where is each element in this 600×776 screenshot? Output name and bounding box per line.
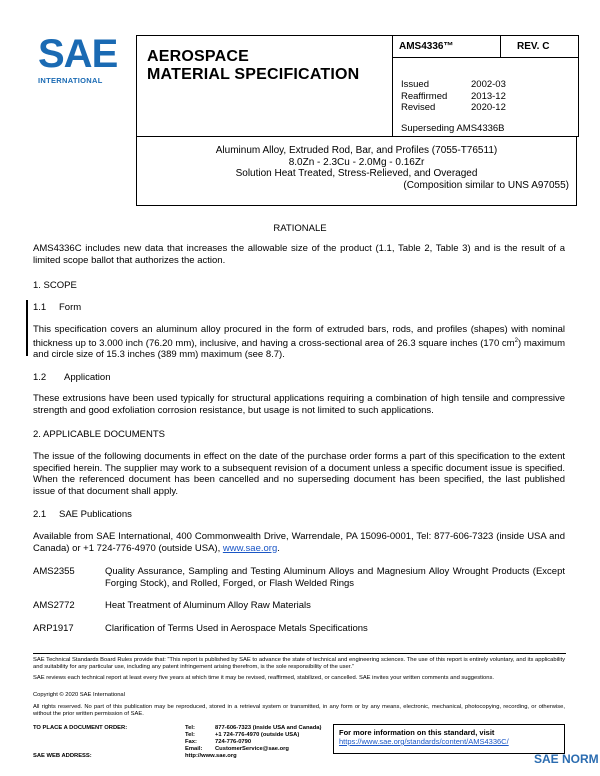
revised-label: Revised xyxy=(401,102,436,113)
order-contact xyxy=(33,725,321,760)
issued-label: Issued xyxy=(401,79,429,90)
spec-title xyxy=(147,48,387,84)
applicable-heading: 2. APPLICABLE DOCUMENTS xyxy=(33,429,165,440)
section-1-1-text-b: ) maximum and circle size of 15.3 inches (389 mm) maximum (see 8.7). xyxy=(33,337,565,361)
ref-code-ams2355: AMS2355 xyxy=(33,566,75,577)
logo-text: SAE xyxy=(38,32,118,76)
applicable-text: The issue of the following documents in effect on the date of the purchase order forms a part of this specification to the extent specified herein. The supplier may work to a subsequent revision of a document unless a specific document issue is specified. When the referenced document has been cancelled and no superseding document has been specified, the last published issue of that document shall apply. xyxy=(33,451,565,497)
ref-code-arp1917: ARP1917 xyxy=(33,623,74,634)
logo-subtext: INTERNATIONAL xyxy=(38,76,103,85)
section-2-1-text-main: Available from SAE International, 400 Commonwealth Drive, Warrendale, PA 15096-0001, Tel: 877-606-7323 (inside USA and Canada) or +1 724-776-4970 (outside USA), xyxy=(33,531,565,554)
sae-logo xyxy=(38,34,124,94)
section-1-1-text xyxy=(33,324,565,361)
section-1-1-number: 1.1 xyxy=(33,302,47,313)
superscript: 2 xyxy=(514,337,518,344)
tel2-label: Tel: xyxy=(185,732,195,738)
web-value[interactable]: http://www.sae.org xyxy=(185,753,237,759)
section-2-1-title: SAE Publications xyxy=(59,509,132,520)
fax-value: 724-776-0790 xyxy=(215,739,252,745)
rationale-heading: RATIONALE xyxy=(273,223,327,234)
ref-desc-ams2355: Quality Assurance, Sampling and Testing Aluminum Alloys and Magnesium Alloy Wrought Products (Except Forging Stock), and Rolled, Forged, or Flash Welded Rings xyxy=(105,566,565,589)
spec-subject xyxy=(136,136,577,206)
reaffirmed-date: 2013-12 xyxy=(471,90,506,102)
section-1-2-text: These extrusions have been used typically for structural applications requiring a combination of high tensile and compressive strength and good exfoliation corrosion resistance, but usage is not limited to such applications. xyxy=(33,393,565,416)
section-2-1-text-end: . xyxy=(277,542,280,554)
section-1-2-heading xyxy=(33,372,110,383)
sae-website-link[interactable]: www.sae.org xyxy=(222,542,278,554)
watermark: SAE NORM xyxy=(534,752,599,766)
subject-line2: 8.0Zn - 2.3Cu - 2.0Mg - 0.16Zr xyxy=(288,156,425,168)
footer-copyright: Copyright © 2020 SAE International xyxy=(33,692,125,698)
spec-title-line1: AEROSPACE xyxy=(147,48,249,65)
section-2-1-text xyxy=(33,531,565,554)
rationale-text: AMS4336C includes new data that increases the allowable size of the product (1.1, Table 2, Table 3) and is the result of a limited scope ballot that authorizes the action. xyxy=(33,243,565,266)
spec-code: AMS4336™ xyxy=(393,36,501,58)
subject-line3: Solution Heat Treated, Stress-Relieved, and Overaged xyxy=(235,168,478,179)
email-label: Email: xyxy=(185,746,203,752)
section-2-1-heading xyxy=(33,509,132,520)
section-2-1-number: 2.1 xyxy=(33,509,47,520)
tel2-value: +1 724-776-4970 (outside USA) xyxy=(215,732,300,738)
standard-link[interactable]: https://www.sae.org/standards/content/AMS4336C/ xyxy=(339,737,509,746)
footer-divider xyxy=(33,653,566,654)
section-1-1-title: Form xyxy=(59,302,82,313)
change-bar xyxy=(26,300,28,356)
ref-desc-ams2772: Heat Treatment of Aluminum Alloy Raw Materials xyxy=(105,600,311,611)
web-label: SAE WEB ADDRESS: xyxy=(33,753,92,759)
tel-label: Tel: xyxy=(185,725,195,731)
subject-line1: Aluminum Alloy, Extruded Rod, Bar, and Profiles (7055-T76511) xyxy=(215,145,498,156)
subject-line4: (Composition similar to UNS A97055) xyxy=(403,179,569,191)
spec-header xyxy=(136,35,579,137)
spec-meta xyxy=(392,36,579,136)
superseding: Superseding AMS4336B xyxy=(401,123,505,134)
reaffirmed-label: Reaffirmed xyxy=(401,90,448,102)
info-box xyxy=(333,724,565,754)
ref-desc-arp1917: Clarification of Terms Used in Aerospace Metals Specifications xyxy=(105,623,368,634)
spec-dates xyxy=(401,79,506,114)
section-1-1-heading xyxy=(33,302,81,313)
email-value[interactable]: CustomerService@sae.org xyxy=(215,746,289,752)
ref-code-ams2772: AMS2772 xyxy=(33,600,75,611)
section-1-1-text-a: This specification covers an aluminum alloy procured in the form of extruded bars, rods, and profiles (shapes) with nominal thickness up to 3.000 inch (76.20 mm), inclusive, and having a cross-sectional area of 26.3 square inches (170 cm xyxy=(33,324,565,349)
footer-rights: All rights reserved. No part of this publication may be reproduced, stored in a retrieval system or transmitted, in any form or by any means, electronic, mechanical, photocopying, recording, or otherwise, without the prior written permission of SAE. xyxy=(33,704,565,717)
fax-label: Fax: xyxy=(185,739,197,745)
spec-revision: REV. C xyxy=(501,36,579,58)
issued-date: 2002-03 xyxy=(471,79,506,90)
scope-heading: 1. SCOPE xyxy=(33,280,77,291)
info-heading: For more information on this standard, visit xyxy=(339,728,495,737)
revised-date: 2020-12 xyxy=(471,102,506,113)
order-label: TO PLACE A DOCUMENT ORDER: xyxy=(33,725,128,731)
footer-rules: SAE Technical Standards Board Rules provide that: “This report is published by SAE to advance the state of technical and engineering sciences. The use of this report is entirely voluntary, and its applicability and suitability for any particular use, including any patent infringement arising therefrom, is the sole responsibility of the user.” xyxy=(33,657,565,670)
spec-title-line2: MATERIAL SPECIFICATION xyxy=(147,66,360,83)
tel-value: 877-606-7323 (inside USA and Canada) xyxy=(215,725,322,731)
footer-review: SAE reviews each technical report at least every five years at which time it may be revised, reaffirmed, stabilized, or cancelled. SAE invites your written comments and suggestions. xyxy=(33,675,494,681)
section-1-2-number: 1.2 xyxy=(33,372,47,383)
section-1-2-title: Application xyxy=(64,372,111,383)
